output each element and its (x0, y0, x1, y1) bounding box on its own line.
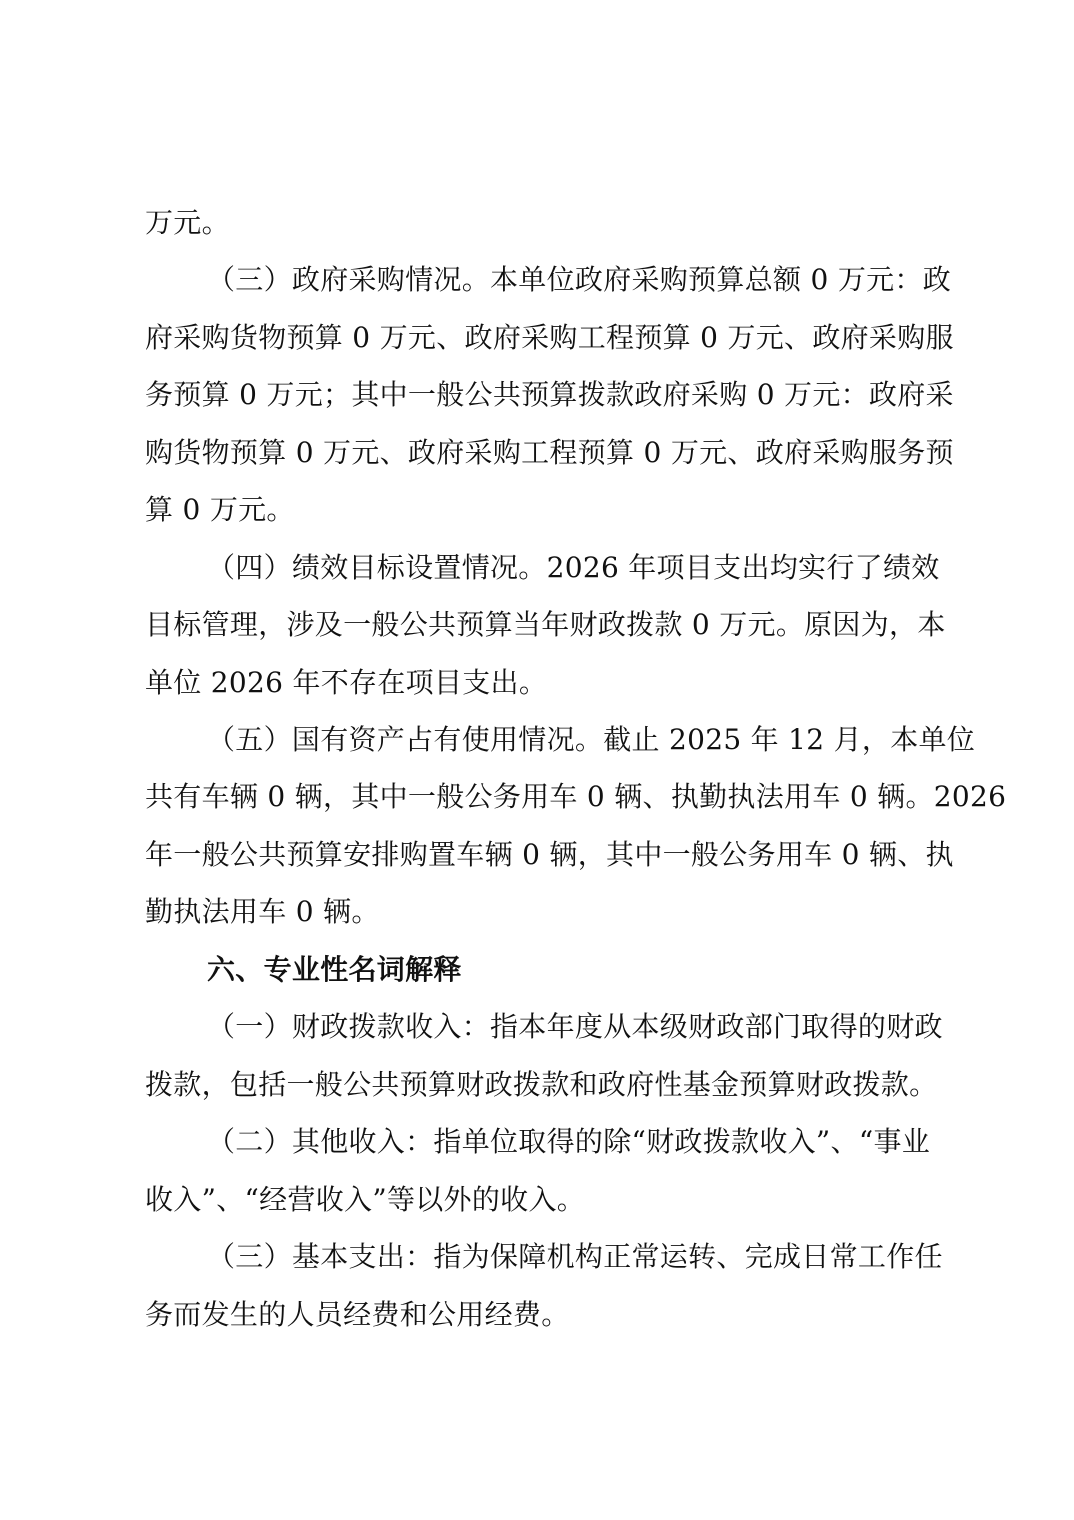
text-line: 府采购货物预算 0 万元、政府采购工程预算 0 万元、政府采购服 (145, 321, 954, 354)
text-line: 单位 2026 年不存在项目支出。 (145, 666, 548, 699)
section-heading: 六、专业性名词解释 (207, 953, 462, 986)
definition-other-income: （二）其他收入：指单位取得的除“财政拨款收入”、“事业 (207, 1125, 931, 1158)
text-line: 算 0 万元。 (145, 493, 295, 526)
text-line: 购货物预算 0 万元、政府采购工程预算 0 万元、政府采购服务预 (145, 436, 954, 469)
text-line: 勤执法用车 0 辆。 (145, 895, 380, 928)
paragraph-government-procurement: （三）政府采购情况。本单位政府采购预算总额 0 万元：政 (207, 263, 952, 296)
paragraph-state-assets: （五）国有资产占有使用情况。截止 2025 年 12 月，本单位 (207, 723, 976, 756)
text-line: 共有车辆 0 辆，其中一般公务用车 0 辆、执勤执法用车 0 辆。2026 (145, 780, 1007, 813)
text-line: 拨款，包括一般公共预算财政拨款和政府性基金预算财政拨款。 (145, 1068, 938, 1101)
text-line: 万元。 (145, 206, 230, 239)
text-line: 收入”、“经营收入”等以外的收入。 (145, 1183, 586, 1216)
definition-fiscal-appropriation: （一）财政拨款收入：指本年度从本级财政部门取得的财政 (207, 1010, 943, 1043)
definition-basic-expenditure: （三）基本支出：指为保障机构正常运转、完成日常工作任 (207, 1240, 943, 1273)
text-line: 务而发生的人员经费和公用经费。 (145, 1298, 570, 1331)
text-line: 年一般公共预算安排购置车辆 0 辆，其中一般公务用车 0 辆、执 (145, 838, 954, 871)
paragraph-performance-goals: （四）绩效目标设置情况。2026 年项目支出均实行了绩效 (207, 551, 940, 584)
text-line: 务预算 0 万元；其中一般公共预算拨款政府采购 0 万元：政府采 (145, 378, 954, 411)
text-line: 目标管理，涉及一般公共预算当年财政拨款 0 万元。原因为，本 (145, 608, 946, 641)
